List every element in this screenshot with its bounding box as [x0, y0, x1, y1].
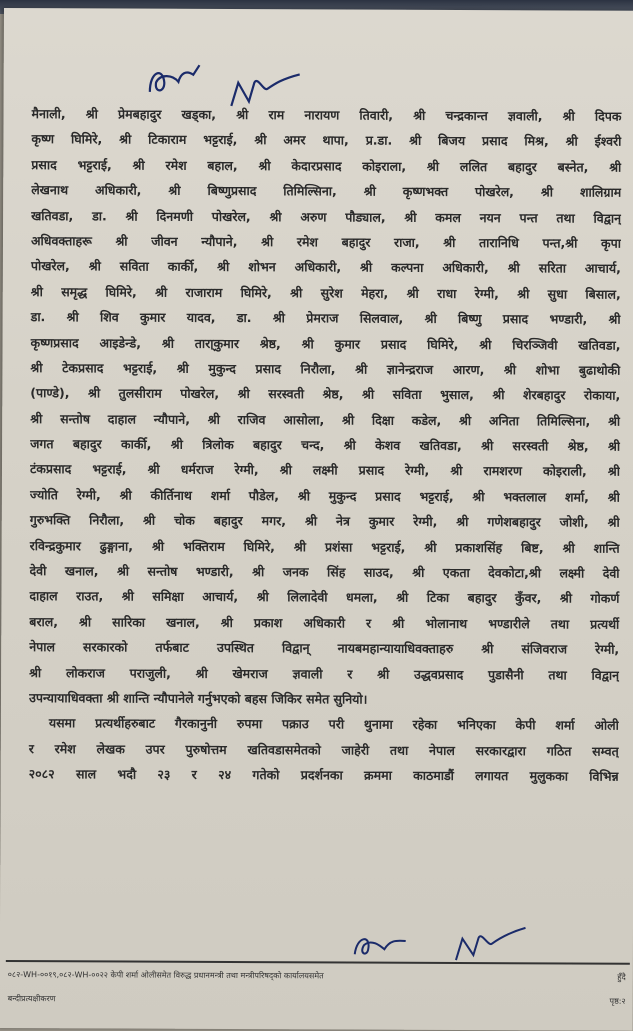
text-line: पोखरेल, श्री सविता कार्की, श्री शोभन अधिकारी, श्री कल्पना अधिकारी, श्री सरिता आचार्य,	[30, 258, 621, 277]
text-line: खतिवडा, डा. श्री दिनमणी पोखरेल, श्री अरुण पौड्याल, श्री कमल नयन पन्त तथा विद्वान्	[31, 207, 622, 226]
text-line: रविन्द्रकुमार ढुङ्गाना, श्री भक्तिराम घिमिरे, श्री प्रशंसा भट्टराई, श्री प्रकाशसिंह बिष्ट, श्री शान्ति	[29, 537, 620, 556]
text-line: २०८२ साल भदौ २३ र २४ गतेको प्रदर्शनका क्रममा काठमाडौं लगायत मुलुकका विभिन्न	[28, 766, 619, 784]
footer-page-line	[8, 993, 626, 1007]
footer-case-type: बन्दीप्रत्यक्षीकरण	[7, 994, 56, 1004]
footer-case-line	[8, 969, 626, 983]
text-line: कृष्ण घिमिरे, श्री टिकाराम भट्टराई, श्री अमर थापा, प्र.डा. श्री बिजय प्रसाद मिश्र, श्री ईश्वरी	[31, 131, 622, 150]
text-line: मैनाली, श्री प्रेमबहादुर खड्का, श्री राम नारायण तिवारी, श्री चन्द्रकान्त ज्ञवाली, श्री दिपक	[31, 106, 622, 124]
text-line: उपन्यायाधिवक्ता श्री शान्ति न्यौपानेले गर्नुभएको बहस जिकिर समेत सुनियो।	[28, 690, 368, 707]
text-line: ज्योति रेग्मी, श्री कीर्तिनाथ शर्मा पौडेल, श्री मुकुन्द प्रसाद भट्टराई, श्री भक्तलाल शर्मा, श्री	[29, 486, 620, 505]
text-line: (पाण्डे), श्री तुलसीराम पोखरेल, श्री सरस्वती श्रेष्ठ, श्री सविता भुसाल, श्री शेरबहादुर रोकाया,	[30, 385, 621, 403]
text-line: बराल, श्री सारिका खनाल, श्री प्रकाश अधिकारी र श्री भोलानाथ भण्डारीले तथा प्रत्यर्थी	[29, 613, 620, 632]
text-line: जगत बहादुर कार्की, श्री त्रिलोक बहादुर चन्द, श्री केशव खतिवडा, श्री सरस्वती श्रेष्ठ, श्री	[30, 436, 621, 454]
text-line: कृष्णप्रसाद आइडेन्डे, श्री तारा्कुमार श्रेष्ठ, श्री कुमार प्रसाद घिमिरे, श्री चिरञ्जिवी खतिवडा,	[30, 334, 621, 353]
text-line: लेखनाथ अधिकारी, श्री बिष्णुप्रसाद तिमिल्सिना, श्री कृष्णभक्त पोखरेल, श्री शालिग्राम	[31, 182, 622, 200]
text-line: श्री लोकराज पराजुली, श्री खेमराज ज्ञवाली र श्री उद्धवप्रसाद पुडासैनी तथा विद्वान्	[29, 664, 620, 683]
text-line: श्री समृद्ध घिमिरे, श्री राजाराम घिमिरे, श्री सुरेश मेहरा, श्री राधा रेग्मी, श्री सुधा बिसाल,	[30, 283, 621, 302]
document-body	[29, 101, 622, 789]
signature-mark	[141, 55, 207, 102]
footer-continuation: हुँदै	[617, 972, 626, 982]
text-line: श्री टेकप्रसाद भट्टराई, श्री मुकुन्द प्रसाद निरौला, श्री ज्ञानेन्द्रराज आरण, श्री शोभा बुढाथोकी	[30, 360, 621, 378]
text-line: प्रसाद भट्टराई, श्री रमेश बहाल, श्री केदारप्रसाद कोइराला, श्री ललित बहादुर बस्नेत, श्री	[31, 156, 622, 175]
text-line: देवी खनाल, श्री सन्तोष भण्डारी, श्री जनक सिंह साउद, श्री एकता देवकोटा,श्री लक्ष्मी देवी	[29, 563, 620, 581]
text-line: र रमेश लेखक उपर पुरुषोत्तम खतिवडासमेतको जाहेरी तथा नेपाल सरकारद्वारा गठित सम्वत्	[28, 740, 619, 759]
text-line: नेपाल सरकारको तर्फबाट उपस्थित विद्वान् नायबमहान्यायाधिवक्ताहरु श्री संजिवराज रेग्मी,	[29, 639, 620, 657]
footer-page-number: पृष्ठ:२	[609, 996, 626, 1006]
document-page	[0, 8, 633, 1031]
text-line: अधिवक्ताहरू श्री जीवन न्यौपाने, श्री रमेश बहादुर राजा, श्री तारानिधि पन्त,श्री कृपा	[30, 233, 622, 251]
text-line: दाहाल राउत, श्री समिक्षा आचार्य, श्री लिलादेवी धमला, श्री टिका बहादुर कुँवर, श्री गोकर्ण	[29, 588, 620, 607]
text-line: यसमा प्रत्यर्थीहरुबाट गैरकानुनी रुपमा पक्राउ परी थुनामा रहेका भनिएका केपी शर्मा ओली	[48, 715, 619, 734]
signature-mark	[349, 927, 412, 963]
text-line: गुरुभक्ति निरौला, श्री चोक बहादुर मगर, श्री नेत्र कुमार रेग्मी, श्री गणेशबहादुर जोशी, श्री	[29, 512, 620, 530]
footer-case-reference: ०८२-WH-००१९,०८२-WH-००२२ केपी शर्मा ओलीसमेत विरुद्ध प्रधानमन्त्री तथा मन्त्रीपरिषद्को कार्यालयसमेत	[7, 970, 324, 981]
text-line: डा. श्री शिव कुमार यादव, डा. श्री प्रेमराज सिलवाल, श्री बिष्णु प्रसाद भण्डारी, श्री	[30, 309, 621, 327]
text-line: श्री सन्तोष दाहाल न्यौपाने, श्री राजिव आसोला, श्री दिक्षा कडेल, श्री अनिता तिमिल्सिना, श्री	[30, 410, 621, 429]
footer-divider	[6, 960, 630, 965]
text-line: टंकप्रसाद भट्टराई, श्री धर्मराज रेग्मी, श्री लक्ष्मी प्रसाद रेग्मी, श्री रामशरण कोइराली, श्री	[29, 461, 621, 480]
